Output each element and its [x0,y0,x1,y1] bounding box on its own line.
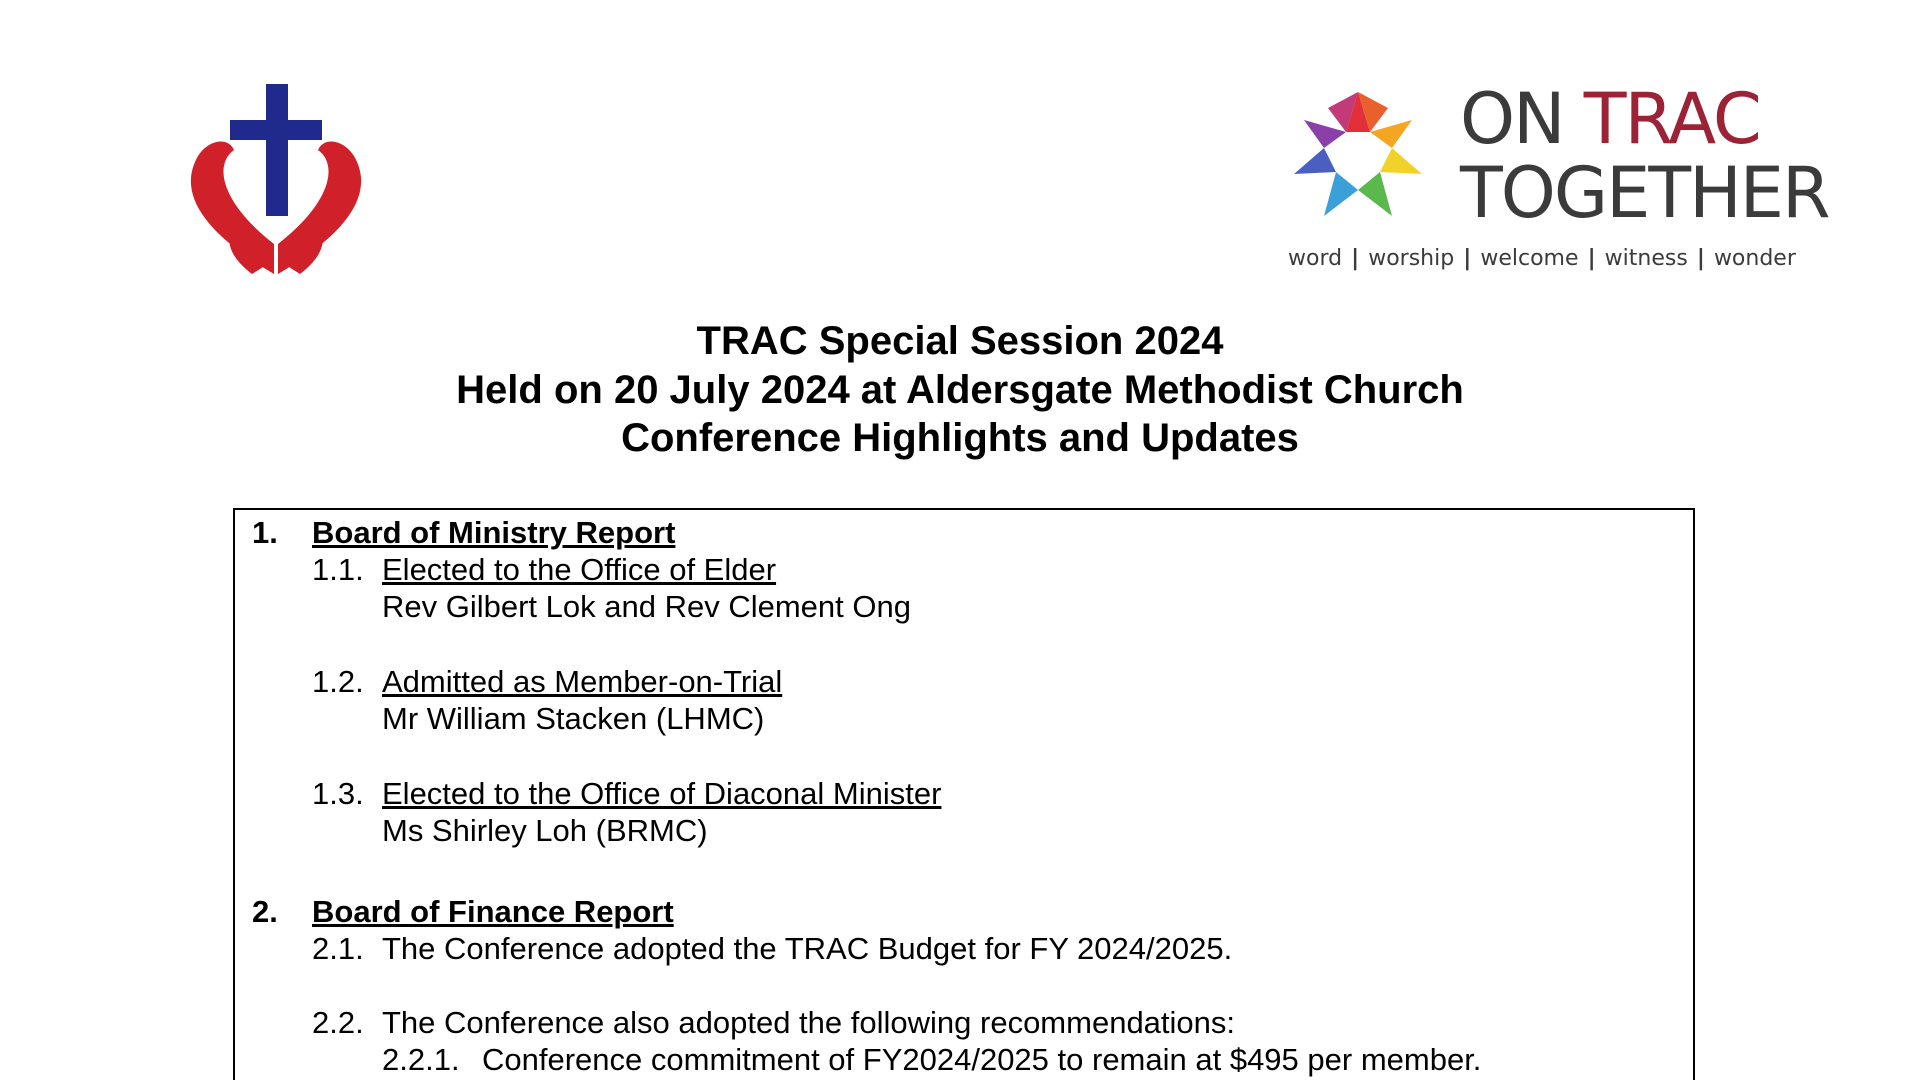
item-text: The Conference also adopted the following recommendations: [382,1005,1236,1040]
item-detail: Ms Shirley Loh (BRMC) [382,813,708,848]
highlights-box [233,508,1695,1080]
section-number: 2. [252,894,278,929]
tagline-separator: | [1587,246,1596,271]
cross-icon [230,84,322,216]
title-line-2: Held on 20 July 2024 at Aldersgate Methodist Church [456,367,1464,412]
tagline-word: wonder [1713,246,1796,271]
tagline-separator: | [1696,246,1705,271]
title-line-1: TRAC Special Session 2024 [696,319,1224,363]
item-text: The Conference adopted the TRAC Budget for FY 2024/2025. [382,931,1233,966]
title-line-3: Conference Highlights and Updates [621,416,1299,460]
brand-trac: TRAC [1583,78,1760,160]
tagline-word: worship [1368,246,1455,271]
item-title: Admitted as Member-on-Trial [382,664,783,699]
section-heading: Board of Finance Report [312,894,674,929]
item-number: 1.2. [312,664,364,699]
item-number: 2.1. [312,931,364,966]
item-title: Elected to the Office of Elder [382,552,777,587]
item-detail: Rev Gilbert Lok and Rev Clement Ong [382,589,911,624]
tagline-word: witness [1604,246,1688,271]
item-number: 2.2. [312,1005,364,1040]
item-detail: Mr William Stacken (LHMC) [382,701,765,736]
document-title [0,317,1920,463]
logo-tagline [1288,246,1796,271]
item-title: Elected to the Office of Diaconal Minister [382,776,942,811]
brand-on: ON [1460,78,1584,160]
tagline-separator: | [1463,246,1472,271]
item-number: 1.1. [312,552,364,587]
methodist-cross-flame-logo [186,84,366,276]
tagline-separator: | [1351,246,1360,271]
section-number: 1. [252,515,278,550]
sub-item-text: Conference commitment of FY2024/2025 to remain at $495 per member. [482,1042,1482,1077]
section-heading: Board of Ministry Report [312,515,676,550]
tagline-word: word [1288,246,1343,271]
tagline-word: welcome [1480,246,1579,271]
rainbow-star-icon [1288,86,1428,226]
brand-line-together: TOGETHER [1460,152,1829,234]
item-number: 1.3. [312,776,364,811]
sub-item-number: 2.2.1. [382,1042,460,1077]
brand-line-on-trac [1460,78,1760,160]
